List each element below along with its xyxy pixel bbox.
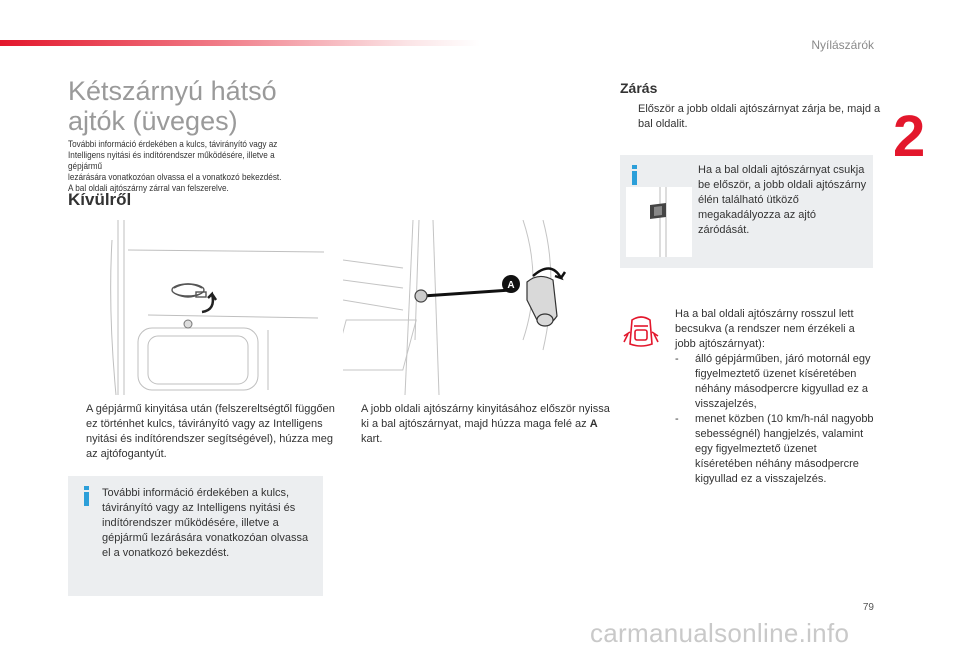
lever-label: A	[589, 418, 598, 430]
bullet-text: A jobb oldali ajtószárny kinyitásához először nyissa ki a bal ajtószárnyat, majd húzza maga felé az	[361, 403, 610, 430]
intro-line: További információ érdekében a kulcs, távirányító vagy az	[68, 139, 278, 150]
intro-line: lezárására vonatkozóan olvassa el a vonatkozó bekezdést.	[68, 172, 282, 183]
info-text: További információ érdekében a kulcs, távirányító vagy az Intelligens nyitási és indítórendszer működésére, illetve a gépjármű lezárására vonatkozóan olvassa el a vonatkozó bekezdést.	[102, 487, 309, 559]
info-icon	[630, 165, 640, 185]
page-title-line2: ajtók (üveges)	[68, 106, 238, 136]
header-accent-bar	[0, 40, 480, 46]
intro-text	[68, 139, 300, 194]
door-stop-illustration	[626, 187, 692, 257]
intro-line: A bal oldali ajtószárny zárral van felszerelve.	[68, 183, 229, 194]
warning-item-text: álló gépjárműben, járó motornál egy figyelmeztető üzenet kíséretében néhány másodpercre kigyullad ez a visszajelzés,	[695, 353, 871, 410]
warning-item	[675, 352, 875, 412]
page-title	[68, 76, 328, 136]
heading-closing: Zárás	[620, 80, 658, 96]
page-number: 79	[862, 602, 874, 613]
watermark: carmanualsonline.info	[590, 618, 850, 648]
info-box-outside	[68, 476, 323, 596]
info-text: Ha a bal oldali ajtószárnyat csukja be először, a jobb oldali ajtószárny élén található ütköző megakadályozza az ajtó záródását.	[698, 164, 867, 236]
dash-mark: -	[675, 353, 679, 365]
lever-a-illustration	[343, 220, 595, 395]
bullet-closing-order	[620, 102, 893, 132]
door-open-warning-icon	[622, 312, 660, 352]
bullet-outside-lever	[343, 402, 611, 447]
info-icon	[82, 486, 92, 506]
dash-mark: -	[675, 413, 679, 425]
bullet-text: A gépjármű kinyitása után (felszereltségtől függően ez történhet kulcs, távirányító vagy az Intelligens nyitási és indítórendszer segítségével), húzza meg az ajtófogantyút.	[86, 403, 335, 460]
bullet-text: Először a jobb oldali ajtószárnyat zárja be, majd a bal oldalit.	[638, 103, 881, 130]
door-handle-illustration	[68, 220, 324, 395]
section-name: Nyílászárók	[811, 38, 874, 52]
chapter-number: 2	[893, 104, 926, 169]
warning-intro: Ha a bal oldali ajtószárny rosszul lett becsukva (a rendszer nem érzékeli a jobb ajtószárnyat):	[675, 308, 855, 350]
warning-item	[675, 412, 875, 487]
bullet-outside-handle	[68, 402, 342, 462]
info-box-closing	[620, 155, 873, 268]
page-title-line1: Kétszárnyú hátsó	[68, 76, 277, 106]
warning-item-text: menet közben (10 km/h-nál nagyobb sebességnél) hangjelzés, valamint egy figyelmeztető üzenet kíséretében néhány másodpercre kigyullad ez a visszajelzés.	[695, 413, 874, 485]
heading-outside: Kívülről	[68, 190, 132, 209]
callout-a-label: A	[507, 280, 515, 291]
warning-text	[675, 307, 875, 487]
bullet-text: kart.	[361, 433, 383, 445]
intro-line: Intelligens nyitási és indítórendszer működésére, illetve a gépjármű	[68, 150, 275, 172]
